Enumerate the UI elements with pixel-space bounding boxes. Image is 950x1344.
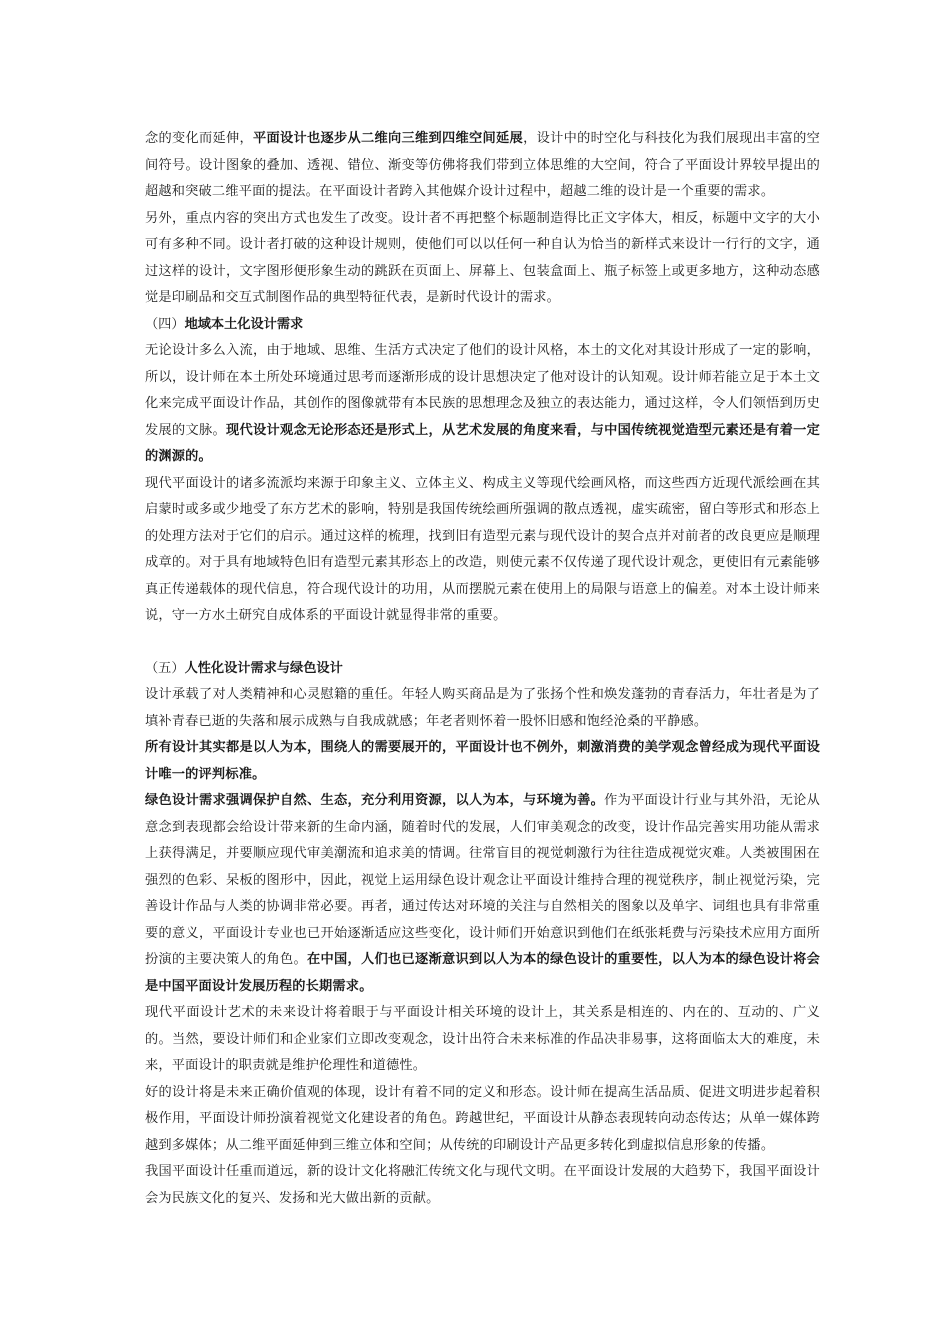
section-number: （四） — [145, 316, 185, 332]
paragraph-text: 我国平面设计任重而道远，新的设计文化将融汇传统文化与现代文明。在平面设计发展的大趋势下，我国平面设计会为民族文化的复兴、发扬和光大做出新的贡献。 — [145, 1164, 820, 1206]
section-heading-4 — [145, 312, 820, 339]
section-title: 地域本土化设计需求 — [184, 316, 304, 332]
paragraph — [145, 126, 820, 206]
paragraph — [145, 471, 820, 630]
paragraph-bold-text: 所有设计其实都是以人为本，围绕人的需要展开的，平面设计也不例外，刺激消费的美学观念曾经成为现代平面设计唯一的评判标准。 — [145, 740, 820, 782]
paragraph — [145, 1159, 820, 1212]
paragraph-text: 现代平面设计艺术的未来设计将着眼于与平面设计相关环境的设计上，其关系是相连的、内在的、互动的、广义的。当然，要设计师们和企业家们立即改变观念，设计出符合未来标准的作品决非易事，这将面临太大的难度，未来，平面设计的职责就是维护伦理性和道德性。 — [145, 1005, 820, 1073]
document-page — [145, 126, 820, 1212]
paragraph — [145, 735, 820, 788]
paragraph — [145, 788, 820, 1000]
paragraph-text: 无论设计多么入流，由于地域、思维、生活方式决定了他们的设计风格，本土的文化对其设计形成了一定的影响，所以，设计师在本土所处环境通过思考而逐渐形成的设计思想决定了他对设计的认知观。设计师若能立足于本土文化来完成平面设计作品，其创作的图像就带有本民族的思想理念及独立的表达能力，通过这样，令人们领悟到历史发展的文脉。 — [145, 343, 820, 438]
paragraph-text: ，设计中的时空化与科技化为我们展现出丰富的空间符号。设计图象的叠加、透视、错位、渐变等仿佛将我们带到立体思维的大空间，符合了平面设计界较早提出的超越和突破二维平面的提法。在平面设计者跨入其他媒介设计过程中，超越二维的设计是一个重要的需求。 — [145, 131, 820, 199]
section-heading-5 — [145, 656, 820, 683]
blank-line — [145, 630, 820, 656]
paragraph-bold-text: 平面设计也逐步从二维向三维到四维空间延展 — [253, 131, 524, 146]
paragraph-text: 念的变化而延伸， — [145, 131, 254, 146]
paragraph-text: 作为平面设计行业与其外沿，无论从意念到表现都会给设计带来新的生命内涵，随着时代的发展，人们审美观念的改变，设计作品完善实用功能从需求上获得满足，并要顺应现代审美潮流和追求美的情调。往常盲目的视觉刺激行为往往造成视觉灾难。人类被围困在强烈的色彩、呆板的图形中，因此，视觉上运用绿色设计观念让平面设计维持合理的视觉秩序，制止视觉污染，完善设计作品与人类的协调非常必要。再者，通过传达对环境的关注与自然相关的图象以及单字、词组也具有非常重要的意义，平面设计专业也已开始逐渐适应这些变化，设计师们开始意识到他们在纸张耗费与污染技术应用方面所扮演的主要决策人的角色。 — [145, 793, 820, 967]
paragraph — [145, 338, 820, 471]
paragraph-bold-text: 绿色设计需求强调保护自然、生态，充分利用资源，以人为本，与环境为善。 — [145, 793, 605, 808]
paragraph — [145, 682, 820, 735]
paragraph-text: 现代平面设计的诸多流派均来源于印象主义、立体主义、构成主义等现代绘画风格，而这些西方近现代派绘画在其启蒙时或多或少地受了东方艺术的影响，特别是我国传统绘画所强调的散点透视，虚实疏密，留白等形式和形态上的处理方法对于它们的启示。通过这样的梳理，找到旧有造型元素与现代设计的契合点并对前者的改良更应是顺理成章的。对于具有地域特色旧有造型元素其形态上的改造，则使元素不仅传递了现代设计观念，更使旧有元素能够真正传递载体的现代信息，符合现代设计的功用，从而摆脱元素在使用上的局限与语意上的偏差。对本土设计师来说，守一方水土研究自成体系的平面设计就显得非常的重要。 — [145, 475, 820, 623]
paragraph — [145, 1000, 820, 1080]
section-number: （五） — [145, 660, 185, 676]
paragraph-bold-text: 在中国，人们也已逐渐意识到以人为本的绿色设计的重要性，以人为本的绿色设计将会是中国平面设计发展历程的长期需求。 — [145, 952, 820, 994]
paragraph — [145, 206, 820, 312]
paragraph-text: 另外，重点内容的突出方式也发生了改变。设计者不再把整个标题制造得比正文字体大，相反，标题中文字的大小可有多种不同。设计者打破的这种设计规则，使他们可以以任何一种自认为恰当的新样式来设计一行行的文字，通过这样的设计，文字图形便形象生动的跳跃在页面上、屏幕上、包装盒面上、瓶子标签上或更多地方，这种动态感觉是印刷品和交互式制图作品的典型特征代表，是新时代设计的需求。 — [145, 210, 820, 305]
section-title: 人性化设计需求与绿色设计 — [184, 660, 343, 676]
paragraph-text: 设计承载了对人类精神和心灵慰籍的重任。年轻人购买商品是为了张扬个性和焕发蓬勃的青春活力，年壮者是为了填补青春已逝的失落和展示成熟与自我成就感；年老者则怀着一股怀旧感和饱经沧桑的平静感。 — [145, 687, 820, 729]
paragraph-text: 好的设计将是未来正确价值观的体现，设计有着不同的定义和形态。设计师在提高生活品质、促进文明进步起着积极作用，平面设计师扮演着视觉文化建设者的角色。跨越世纪，平面设计从静态表现转向动态传达；从单一媒体跨越到多媒体；从二维平面延伸到三维立体和空间；从传统的印刷设计产品更多转化到虚拟信息形象的传播。 — [145, 1084, 820, 1153]
paragraph — [145, 1080, 820, 1160]
paragraph-bold-text: 现代设计观念无论形态还是形式上，从艺术发展的角度来看，与中国传统视觉造型元素还是有着一定的渊源的。 — [145, 422, 820, 464]
